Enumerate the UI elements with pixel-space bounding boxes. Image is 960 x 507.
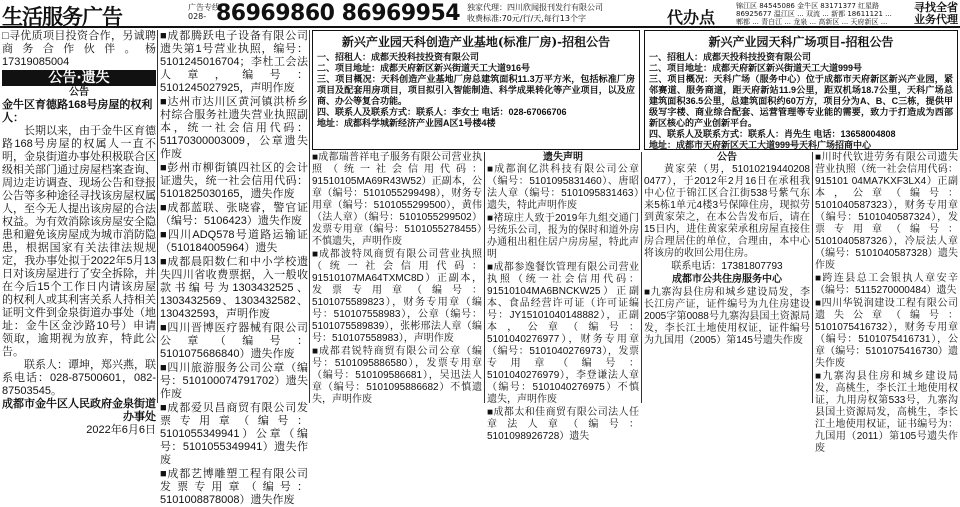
notice-contact: 联系电话：17381807793 <box>671 261 783 272</box>
column-6 <box>815 152 958 454</box>
lost-item: ■成都晨阳数仁和中小学校遗失四川省收费票据，入一般收款书编号为1303432525、1303432569、1303432582、130432593，声明作废 <box>160 256 308 320</box>
column-1 <box>2 30 156 436</box>
lost-item: ■成都蓝联、张晓睿，警官证（编号：5106423）遗失作废 <box>160 202 308 227</box>
tender-notice-1 <box>312 30 640 150</box>
divider <box>641 152 642 403</box>
lost-item: ■彭州市柳街镇四社区的会计证遗失，统一社会信用代码：5101825030165，遗失作废 <box>160 162 308 200</box>
column-5 <box>644 152 810 403</box>
tender-line: 四、联系人及联系方式：联系人：李女士 电话：028-67066706 <box>317 107 567 117</box>
lost-item: ■成都瑞普祥电子服务有限公司营业执照（统一社会信用代码：91510105MA69R43W52）正副本，公章（编号：5101055299498），财务专用章（编号：5101055299500），黄伟（法人章）（编号：5101055299502）发票专用章（编号：5101055278455）不慎遗失，声明作废 <box>312 152 482 247</box>
divider <box>309 30 310 403</box>
lost-item: ■成都润亿洪科技有限公司公章（编号：5101095831460）、唐昭法人章（编号：5101095831463）遗失，特此声明作废 <box>487 164 639 211</box>
lost-item: ■达州市达川区黄河镇洪桥乡村综合服务社遗失营业执照副本，统一社会信用代码：51170300003009，公章遗失作废 <box>160 96 308 160</box>
notice-signature: 成都市公共住房服务中心 <box>672 274 782 285</box>
tender-title: 新兴产业园天科广场项目-招租公告 <box>708 35 894 49</box>
ad-tag-text: 广告专线 <box>188 3 220 12</box>
column-4 <box>487 152 639 442</box>
notice-title: 公告 <box>717 152 737 163</box>
column-3 <box>312 152 482 403</box>
tender-line: 一、招租人：成都天投科技投资有限公司 <box>649 52 812 62</box>
lost-item: ■成都参逸餐饮管理有限公司营业执照（统一社会信用代码：91510104MA6BNCKW25）正副本、食品经营许可证（许可证编号：JY15101040148882），正副本，公章（编号：5101040276977），财务专用章（编号：5101040276973），发票专用章（编号：5101040276979），李登谦法人章（编号：5101040276975）不慎遗失，声明作废 <box>487 262 639 405</box>
section-title: 生活服务广告 <box>2 5 122 29</box>
notice-signature: 成都市金牛区人民政府金泉街道办事处 <box>2 398 156 423</box>
national-agent: 寻找全省业务代理 <box>914 1 958 26</box>
pricing-line: 收费标准:70元/行/天,每行13个字 <box>467 14 586 23</box>
agent-list: 锦江区 84545086 金牛区 83171377 红星路 86925677 温江区 ... 双流 ... 新都 18611121 ... 郫都 ... 青白江 ... 龙泉 ... 高新区 ... 天府新区 ... <box>736 2 892 26</box>
lost-item: ■成都腾跃电子设备有限公司遗失第1号营业执照，编号：5101245016704；李杜工会法人章，编号：5101245027925，声明作废 <box>160 30 308 94</box>
lost-item: ■成都君锐特商贸有限公司公章（编号：5101095886580），发票专用章（编号：510109586681），吴迅法人章（编号：5101095886682）不慎遗失，声明作废 <box>312 346 482 405</box>
hotline-phone: 86969860 86969954 <box>216 1 461 26</box>
lost-item: ■四川华锐润建设工程有限公司遗失公章（编号：5101075416732），财务专用章（编号：5101075416731），公章（编号：5101075416730）遗失作废 <box>815 298 958 369</box>
tender-line: 四、联系人及联系方式：联系人：肖先生 电话：13658004808 <box>649 129 896 139</box>
lost-item: ■四川ADQ578号道路运输证（510184005964）遗失 <box>160 229 308 254</box>
tender-line: 地址：成都市天府新区天工大道999号天科广场招商中心 <box>649 140 872 150</box>
divider <box>812 152 813 403</box>
lost-item: ■成都波特凤商贸有限公司营业执照（统一社会信用代码：91510107MA64TXMC8D）正副本，发票专用章（编号：5101075589823），财务专用章（编号：510107558983），公章（编号：5101075589839），张彬邢法人章（编号：510107558983），声明作废 <box>312 249 482 344</box>
tender-line: 二、项目地址：成都天府新区新兴街道天工大道999号 <box>649 63 863 73</box>
area-code: 028- <box>188 12 207 21</box>
agent-title: 代办点 <box>667 8 716 27</box>
lost-item: ■四川晋博医疗器械有限公司公章（编号：5101075686840）遗失作废 <box>160 322 308 360</box>
header-info <box>467 2 603 24</box>
lost-item: ■成都爱贝昌商贸有限公司发票专用章（编号：5101055349941）公章（编号：5101055349941）遗失作废 <box>160 402 308 466</box>
divider <box>484 152 485 403</box>
notice-body: 长期以来，由于金牛区育德路168号房屋的权属人一直不明，金泉街道办事处积极联合区级相关部门通过房屋档案查询、周边走访调查、现场公告和登报公告等多种途径寻找该房屋权属人，至今无人提出该房屋的合法权益。为有效消除该房屋安全隐患和避免该房屋成为城市消防隐患，根据国家有关法律法规规定，我办事处拟于2022年5月13日对该房屋进行了安全拆除，并在今后15个工作日内请该房屋的权利人或其利害关系人持相关证明文件到金泉街道办事处（地址：金牛区金沙路10号）申请领取，逾期视为放弃，特此公告。 <box>2 125 156 358</box>
divider <box>157 30 158 403</box>
tender-line: 三、项目概况：天科广场（服务中心）位于成都市天府新区新兴产业园，紧邻赛道、服务商道，距天府新站11.9公里，距双机场18.7公里，天科广场总建筑面积36.5公里，总建筑面积约60万方，项目分为A、B、C三栋，提供甲级写字楼、商业综合配套、运营管理等专业能的需要，致力于打造成为西部新区核心的产业创新平台。 <box>649 74 953 128</box>
tender-line: 三、项目概况：天科创造产业基地厂房总建筑面积11.3万平方米，包括标准厂房项目及配套用房项目，项目拟引入智能制造、科学成果转化等产业项目，以及应商、办公等复合功能。 <box>317 74 635 106</box>
housing-notice: 黄家荣（男，51010219440208 0477），于2012年2月16日在承租我中心位于锦江区合江街538号紫气东来5栋1单元4楼3号保障住房，现拟劳到黄家荣之，在本公告发布后，请在15日内，进住黄家荣承租房屋直接住房合理居住的单位，合理由，本中心将该房的收回公用住房。 <box>644 164 810 259</box>
lost-item: ■川时代钦进劳务有限公司遗失营业执照（统一社会信用代码：915101 04MA7KXF3LX4）正副本，公章（编号：5101040587323），财务专用章（编号：5101040587324），发票专用章（编号：5101040587326），冷辰法人章（编号：5101040587328）遗失作废 <box>815 152 958 271</box>
distributor-line: 独家代理：四川欣闻报刊发行有限公司 <box>467 3 603 12</box>
column-2 <box>160 30 308 506</box>
lost-item: ■九寨沟县住房和城乡建设局发，李长江房产证，证件编号为九住房建设2005字第0088号九寨沟县国土资源局发，李长江土地使用权证，证件编号为九国用（2005）第145号遗失作废 <box>644 287 810 346</box>
statement-title: 遗失声明 <box>543 152 583 163</box>
lost-item: ■跨连县总工会银执人章安辛（编号：5115270000484）遗失 <box>815 273 958 296</box>
lost-item: ■九寨沟县住房和城乡建设局发，高桃生，李长江土地使用权证，九用房权第533号，九寨沟县国土资源局发，高桃生，李长江土地使用权证，证书编号为：九国用（2011）第105号遗失作废 <box>815 371 958 454</box>
tender-line: 二、项目地址：成都天府新区新兴街道天工大道916号 <box>317 63 531 73</box>
notice-date: 2022年6月6日 <box>86 424 156 436</box>
tender-line: 一、招租人：成都天投科技投资有限公司 <box>317 52 480 62</box>
notice-contact: 联系人：谭坤，郑兴燕，联系电话：028-87500601，082-87503545。 <box>2 359 156 397</box>
header <box>0 0 960 28</box>
lost-item: ■成都太和佳商贸有限公司法人任章法人章（编号：5101098926728）遗失 <box>487 407 639 442</box>
notice-subject: 金牛区育德路168号房屋的权利人： <box>2 99 153 124</box>
notice-title: 公告 <box>69 87 89 98</box>
lost-item: ■四川旅游服务公司公章（编号：510100074791702）遗失作废 <box>160 362 308 400</box>
lost-item: ■成都艺博雕塑工程有限公司发票专用章（编号：5101008878008）遗失作废 <box>160 468 308 506</box>
notice-band: 公告·遗失 <box>2 70 156 86</box>
classified-item: □寻优质项目投资合作，另诚聘商务合作伙伴。杨17319085004 <box>2 30 156 68</box>
tender-notice-2 <box>644 30 958 150</box>
lost-item: ■褚琼庄人致于2019年九组交通门号统乐公司，报为的保时和道外房办通租出租住居户房房屋，特此声明 <box>487 213 639 260</box>
tender-line: 地址：成都科学城新经济产业园A区1号楼4楼 <box>317 118 496 128</box>
tender-title: 新兴产业园天科创造产业基地(标准厂房)-招租公告 <box>341 35 611 49</box>
